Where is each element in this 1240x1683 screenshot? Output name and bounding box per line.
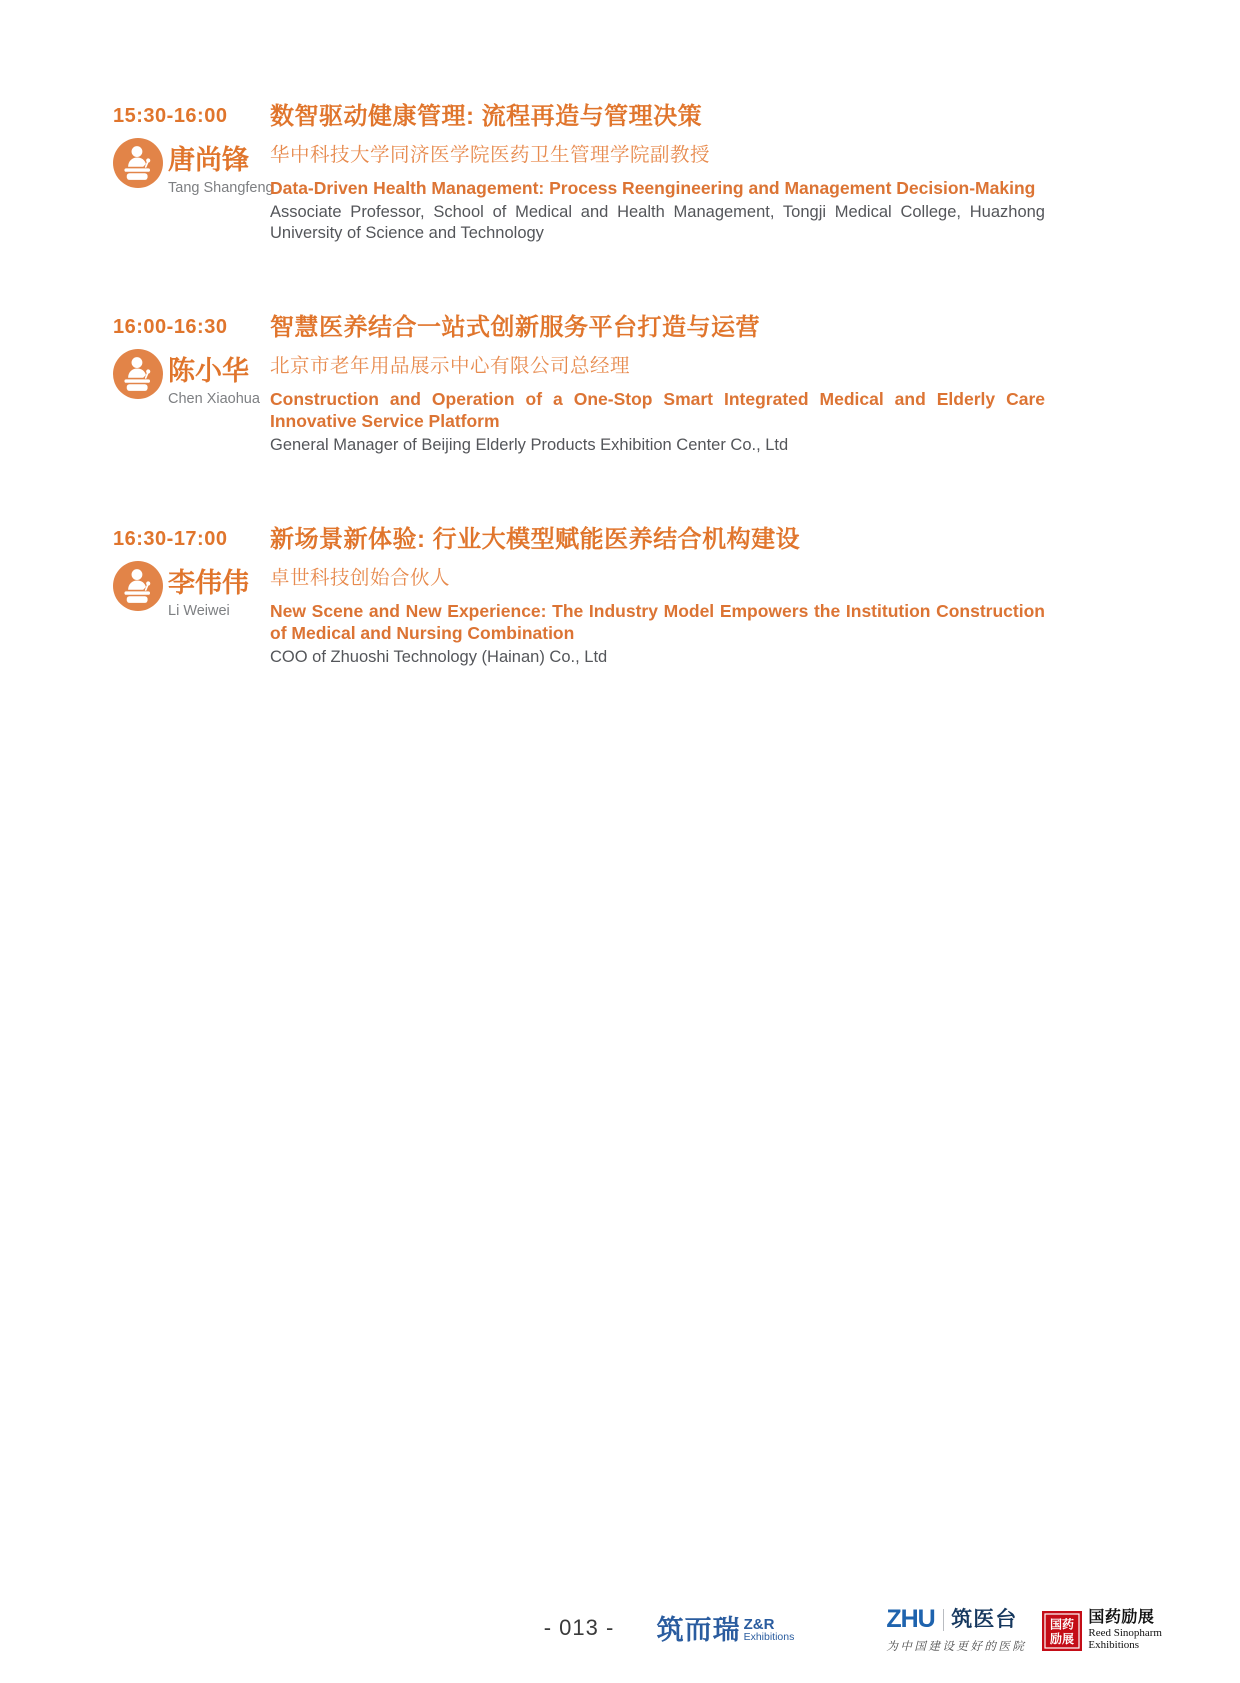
session-detail-column [270,314,1045,456]
session-time: 16:30-17:00 [113,527,228,550]
session-title-en: New Scene and New Experience: The Industry Model Empowers the Institution Construction of Medical and Nursing Combination [270,600,1045,643]
speaker-names [168,561,249,620]
speaker-affiliation-en: General Manager of Beijing Elderly Products Exhibition Center Co., Ltd [270,435,789,454]
speaker-affiliation-cn: 卓世科技创始合伙人 [270,566,451,589]
podium-speaker-icon [113,349,163,399]
session-title-cn: 数智驱动健康管理: 流程再造与管理决策 [270,103,703,130]
reed-sinopharm-seal-icon [1042,1611,1082,1651]
speaker-block [113,561,270,620]
speaker-affiliation-cn: 北京市老年用品展示中心有限公司总经理 [270,354,631,377]
svg-text:国药: 国药 [1050,1617,1075,1631]
session-speaker-column [113,103,274,244]
session-item [113,103,1045,244]
session-time: 15:30-16:00 [113,105,228,127]
reed-logo-cn-text: 国药励展 [1088,1609,1155,1627]
session-speaker-column [113,526,270,668]
session-item [113,314,1045,456]
speaker-affiliation-cn: 华中科技大学同济医学院医药卫生管理学院副教授 [270,143,711,166]
session-title-en: Data-Driven Health Management: Process Reengineering and Management Decision-Making [270,177,1036,198]
footer-logos [657,1607,1162,1654]
podium-speaker-icon [113,561,163,611]
speaker-affiliation-en: COO of Zhuoshi Technology (Hainan) Co., Ltd [270,647,608,666]
speaker-name-cn: 陈小华 [168,356,249,387]
speaker-name-cn: 李伟伟 [168,567,249,598]
zr-logo-en-text: Z&R Exhibitions [743,1615,795,1643]
zr-logo-cn-text: 筑而瑞 [656,1615,741,1646]
page-footer [113,1603,1162,1661]
session-title-en: Construction and Operation of a One-Stop Smart Integrated Medical and Elderly Care Innovative Service Platform [270,389,1045,431]
zhu-logo-tagline: 为中国建设更好的医院 [886,1641,1027,1653]
session-item [113,526,1045,668]
zhu-logo-divider [943,1609,945,1631]
reed-logo-text: 国药励展 Reed Sinopharm Exhibitions [1088,1609,1162,1652]
speaker-block [113,138,274,197]
reed-sinopharm-logo [1042,1609,1162,1652]
session-title-cn: 新场景新体验: 行业大模型赋能医养结合机构建设 [270,525,801,553]
session-time: 16:00-16:30 [113,316,228,339]
speaker-names [168,138,274,197]
podium-speaker-icon [113,138,163,188]
svg-text:励展: 励展 [1050,1631,1075,1646]
page-number: - 013 - [543,1615,615,1640]
speaker-affiliation-en: Associate Professor, School of Medical and Health Management, Tongji Medical College, Huazhong University of Science and Technology [270,202,1045,242]
speaker-name-en: Li Weiwei [168,602,230,619]
session-list [113,103,1045,738]
session-speaker-column [113,314,270,456]
session-detail-column [270,526,1045,668]
session-title-cn: 智慧医养结合一站式创新服务平台打造与运营 [270,314,760,342]
session-detail-column [270,103,1045,244]
zhuyitai-logo [886,1607,1026,1654]
zr-exhibitions-logo [657,1617,795,1645]
speaker-name-en: Tang Shangfeng [168,180,274,197]
speaker-block [113,349,270,408]
speaker-names [168,349,260,408]
zhu-logo-abbr: ZHU [886,1605,935,1633]
zhu-logo-cn-text: 筑医台 [951,1609,1017,1630]
speaker-name-cn: 唐尚锋 [168,145,249,175]
speaker-name-en: Chen Xiaohua [168,391,260,408]
